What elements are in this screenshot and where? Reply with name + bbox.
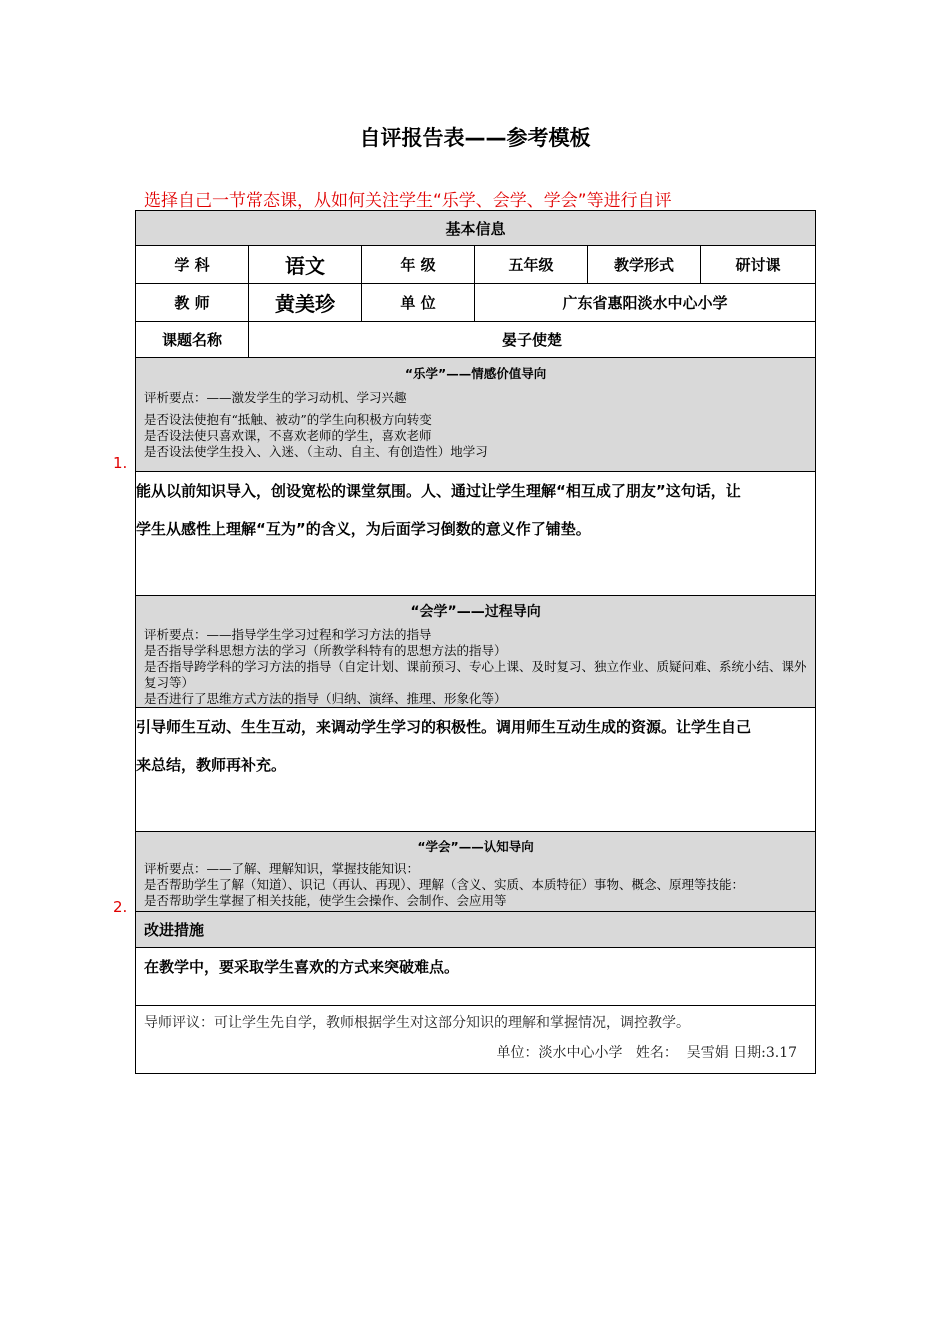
huixue-point: 是否指导跨学科的学习方法的指导（自定计划、课前预习、专心上课、及时复习、独立作业、质疑问难、系统小结、课外复习等） [144,659,807,690]
lexue-answer [136,472,816,596]
marker-2: 2. [113,898,128,916]
topic-label: 课题名称 [136,322,249,358]
huixue-point: 是否指导学科思想方法的学习（所教学科特有的思想方法的指导） [144,643,507,658]
xuehui-point: 评析要点：——了解、理解知识，掌握技能知识： [144,861,420,876]
lexue-points-label: 评析要点：——激发学生的学习动机、学习兴趣 [144,390,407,405]
huixue-answer-line: 来总结，教师再补充。 [136,756,287,774]
comment-signature: 单位：淡水中心小学 姓名： 吴雪娟 日期:3.17 [496,1045,798,1061]
lexue-point: 是否设法使抱有“抵触、被动”的学生向积极方向转变 [144,412,432,427]
self-evaluation-table [135,210,816,1074]
xuehui-title: “学会”——认知导向 [417,839,534,854]
advisor-comment: 导师评议：可让学生先自学，教师根据学生对这部分知识的理解和掌握情况，调控教学。 [144,1015,690,1031]
lexue-answer-line: 学生从感性上理解“互为”的含义，为后面学习倒数的意义作了铺垫。 [136,520,591,538]
huixue-point: 评析要点：——指导学生学习过程和学习方法的指导 [144,627,432,642]
teaching-form-value: 研讨课 [701,246,816,284]
basic-info-header: 基本信息 [136,211,816,246]
comment-cell [136,1006,816,1074]
grade-label: 年 级 [362,246,475,284]
page-title: 自评报告表——参考模板 [359,126,591,150]
marker-1: 1. [113,454,128,472]
unit-value: 广东省惠阳淡水中心小学 [475,284,816,322]
huixue-point: 是否进行了思维方式方法的指导（归纳、演绎、推理、形象化等） [144,691,507,706]
xuehui-point: 是否帮助学生了解（知道）、识记（再认、再现）、理解（含义、实质、本质特征）事物、概念、原理等技能： [144,877,745,892]
lexue-guide-cell [136,358,816,472]
improvement-text: 在教学中，要采取学生喜欢的方式来突破难点。 [136,948,816,1006]
grade-value: 五年级 [475,246,588,284]
xuehui-guide-cell [136,832,816,912]
teacher-value: 黄美珍 [249,284,362,322]
subject-label: 学 科 [136,246,249,284]
huixue-guide-cell [136,596,816,708]
huixue-answer [136,708,816,832]
subject-value: 语文 [249,246,362,284]
page-subtitle: 选择自己一节常态课，从如何关注学生“乐学、会学、学会”等进行自评 [144,191,672,211]
topic-value: 晏子使楚 [249,322,816,358]
teaching-form-label: 教学形式 [588,246,701,284]
huixue-title: “会学”——过程导向 [410,604,541,620]
lexue-point: 是否设法使学生投入、入迷、（主动、自主、有创造性）地学习 [144,444,488,459]
unit-label: 单 位 [362,284,475,322]
teacher-label: 教 师 [136,284,249,322]
improvement-label: 改进措施 [136,912,816,948]
lexue-point: 是否设法使只喜欢课，不喜欢老师的学生，喜欢老师 [144,428,432,443]
lexue-answer-line: 能从以前知识导入，创设宽松的课堂氛围。人、通过让学生理解“相互成了朋友”这句话，让 [136,482,741,500]
lexue-title: “乐学”——情感价值导向 [404,366,547,381]
huixue-answer-line: 引导师生互动、生生互动，来调动学生学习的积极性。调用师生互动生成的资源。让学生自己 [136,718,752,736]
xuehui-point: 是否帮助学生掌握了相关技能，使学生会操作、会制作、会应用等 [144,893,507,908]
